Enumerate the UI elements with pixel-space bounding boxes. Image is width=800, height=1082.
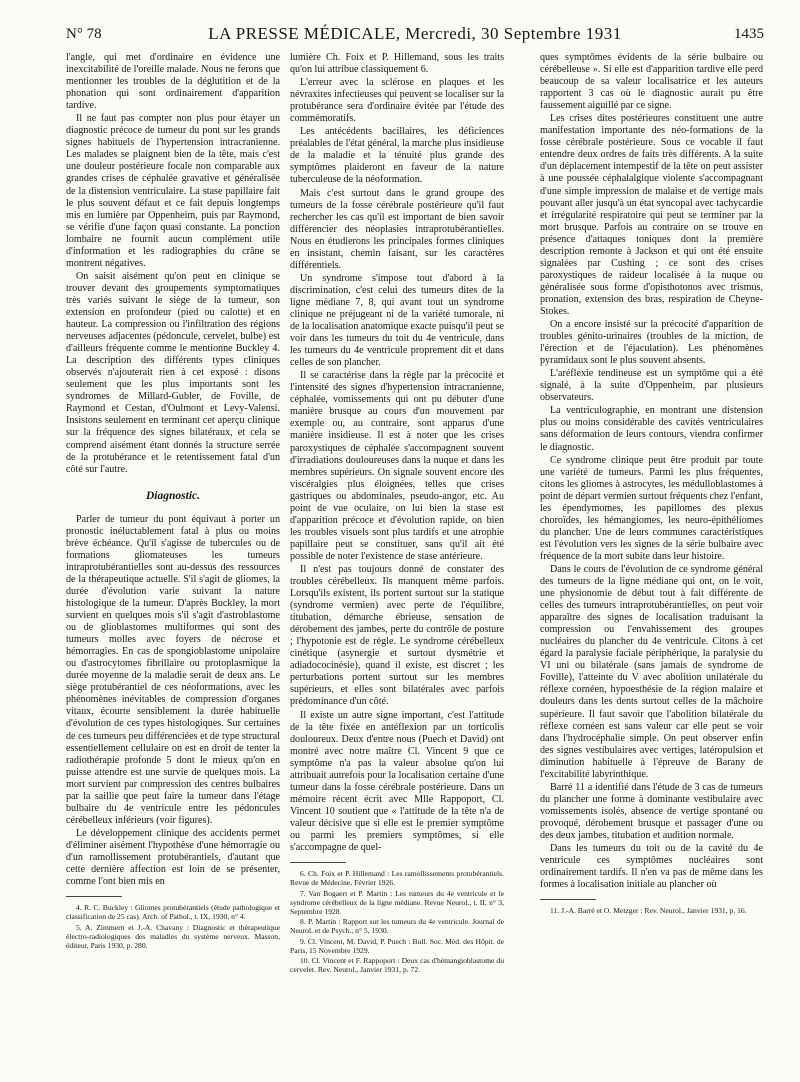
- column-left: [66, 52, 280, 951]
- footnote: 9. Cl. Vincent, M. David, P. Puech : Bull. Soc. Méd. des Hôpit. de Paris, 15 Novembre 1929.: [290, 936, 504, 955]
- paragraph: Parler de tumeur du pont équivaut à porter un pronostic inéluctablement fatal à plus ou moins brève échéance. Qu'il s'agisse de tubercules ou de formations gliomateuses les tumeurs intraprotubérantielles sont au-dessus des ressources de la thérapeutique actuelle. S'il s'agit de gliomes, la durée d'évolution varie suivant la nature histologique de la tumeur. D'après Buckley, la mort survient en quelques mois s'il s'agit d'astroblastome ou de glioblastomes multiformes qui sont des tumeurs molles avec foyers de nécrose et hémorragies. En cas de spongioblastome unipolaire ou d'astrocytomes fibrillaire ou protoplasmique la durée moyenne de la maladie serait de deux ans. Le siège protubérantiel de ces néoformations, avec les phénomènes inévitables de compression d'organes vitaux, écourte sensiblement la durée habituelle d'évolution de ces types histologiques. Sur certaines de ces tumeurs peu différenciées et de type structural essentiellement cellulaire on est en droit de tenter la radiothérapie profonde 5 dont le mieux qu'on en puisse attendre est une survie de quelques mois. La mort survient par compression des centres bulbaires par la saillie que peut faire la tumeur dans l'étage bulbaire du 4e ventricule entre les pédoncules cérébelleux inférieurs (voir figures).: [66, 513, 280, 826]
- paragraph: On a encore insisté sur la précocité d'apparition de troubles génito-urinaires (troubles de la miction, de l'érection et de l'éjaculation). Les phénomènes pyramidaux sont le plus souvent absents.: [540, 319, 763, 367]
- paragraph: Ce syndrome clinique peut être produit par toute une variété de tumeurs. Parmi les plus fréquentes, citons les gliomes à astrocytes, les médulloblastomes à point de départ vermien surtout fréquents chez l'enfant, les épendymomes, les papillomes des plexus choroïdes, les hémangiomes, les neuro-épithéliomes du plancher. Une de leurs communes caractéristiques est l'évolution vers les signes de la série bulbaire avec fréquence de la mort subite dans leur histoire.: [540, 454, 763, 562]
- paragraph: Dans les tumeurs du toit ou de la cavité du 4e ventricule ces symptômes nucléaires sont ordinairement tardifs. Il n'en va pas de même dans les formes à localisation initiale au plancher où: [540, 843, 763, 891]
- paragraph: Il ne faut pas compter non plus pour étayer un diagnostic précoce de tumeur du pont sur les grands signes habituels de l'hypertension intracranienne. Les malades se plaignent bien de la tête, mais c'est une douleur postérieure focale non comparable aux grandes crises de céphalée gravative et généralisée de la distension ventriculaire. La stase papillaire fait le plus souvent défaut et ce fait depuis longtemps mis en lumière par Oppenheim, puis par Raymond, se vérifie d'une façon quasi constante. La ponction lombaire ne fournit aucun complément utile d'information et les radiographies du crâne se montrent négatives.: [66, 113, 280, 269]
- paragraph: Mais c'est surtout dans le grand groupe des tumeurs de la fosse cérébrale postérieure qu'il faut rechercher les cas qu'il est important de bien savoir différencier des néoplasies intraprotubérantielles. Nous en étudierons les principales formes cliniques en insistant, chemin faisant, sur les caractères différentiels.: [290, 187, 504, 271]
- footnote: 4. R. C. Buckley : Gliomes protubérantiels (étude pathologique et classification de 25 cas). Arch. of Pathol., t. IX, 1930, n° 4.: [66, 903, 280, 922]
- footnote: 11. J.-A. Barré et O. Metzger : Rev. Neurol., Janvier 1931, p. 16.: [550, 906, 747, 916]
- paragraph: Il n'est pas toujours donné de constater des troubles cérébelleux. Ils manquent même parfois. Lorsqu'ils existent, ils portent surtout sur la statique (syndrome vermien) avec perte de l'équilibre, titubation, démarche ébrieuse, sensation de dérobement des jambes, perte du contrôle de posture ; l'hypotonie est de règle. Le syndrome cérébelleux cinétique (asynergie et surtout dysmétrie et adiadococinésie), quand il existe, est discret ; les perturbations portent surtout sur les membres supérieurs, et elles sont bilatérales avec parfois prédominance d'un côté.: [290, 563, 504, 708]
- column-right: [540, 52, 763, 916]
- journal-title: LA PRESSE MÉDICALE, Mercredi, 30 Septembre 1931: [208, 24, 622, 43]
- page-number: 1435: [734, 26, 764, 42]
- paragraph: lumière Ch. Foix et P. Hillemand, sous les traits qu'on lui attribue classiquement 6.: [290, 52, 504, 76]
- paragraph: Dans le cours de l'évolution de ce syndrome général des tumeurs de la ligne médiane qui ont, on le voit, une physionomie de début tout à fait différente de celles des tumeurs intraprotubérantielles, on peut voir apparaître des signes de localisation traduisant la compression ou l'envahissement des groupes nucléaires du plancher du 4e ventricule. Citons à cet égard la paralysie faciale périphérique, la paralysie du VI uni ou bilatérale (sans jamais de syndrome de Foville), l'atteinte du V avec abolition unilatérale du réflexe cornéen, hypoesthésie de la région malaire et douleurs dans les dents surtout celles de la mâchoire supérieure. Il faut savoir que l'abolition bilatérale du réflexe cornéen est sans valeur car elle peut se voir dans l'hydrocéphalie simple. On peut observer enfin des signes vestibulaires avec vertiges, latéropulsion et diminution habituelle à l'épreuve de Barany de l'excitabilité labyrinthique.: [540, 563, 763, 780]
- column-middle: [290, 52, 504, 975]
- paragraph: On saisit aisément qu'on peut en clinique se trouver devant des groupements symptomatiques très variés suivant le siège de la tumeur, son extension en profondeur (pied ou calotte) et en hauteur. La compression ou l'infiltration des régions nerveuses adjacentes (pédoncule, cervelet, bulbe) est d'ailleurs fréquente comme le mentionne Buckley 4. La description des différents types cliniques observés n'ajouterait rien à cet exposé : disons seulement que les plus importants sont les syndromes de Millard-Gubler, de Foville, de Raymond et Cestan, d'Oulmont et Levy-Valensi. Insistons seulement en terminant cet aperçu clinique sur la fréquence des signes bilatéraux, et cela se comprend aisément étant donnés la structure serrée de la protubérance et le retentissement fatal d'un côté sur l'autre.: [66, 270, 280, 475]
- paragraph: Les antécédents bacillaires, les déficiences préalables de l'état général, la marche plus insidieuse de la maladie et la ténuité plus grande des symptômes plaideront en faveur de la nature tuberculeuse de la néoformation.: [290, 126, 504, 186]
- footnote-divider: [540, 899, 596, 900]
- paragraph: ques symptômes évidents de la série bulbaire ou cérébelleuse ». Si elle est d'apparition tardive elle perd beaucoup de sa valeur localisatrice et les auteurs rapportent 3 cas où le diagnostic aurait pu être faussement aiguillé par ce signe.: [540, 52, 763, 112]
- footnote: 5. A. Zimmern et J.-A. Chavany : Diagnostic et thérapeutique électro-radiologiques des maladies du système nerveux. Masson, éditeur, Paris 1930, p. 280.: [66, 922, 280, 950]
- paragraph: Il existe un autre signe important, c'est l'attitude de la tête fixée en antéflexion par un torticolis douloureux. Deux d'entre nous (Puech et David) ont montré avec notre maître Cl. Vincent 9 que ce symptôme n'a pas la valeur absolue qu'on lui attribuait autrefois pour la localisation certaine d'une tumeur dans la fosse cérébrale postérieure. Dans un mémoire récent écrit avec Mlle Rappoport, Cl. Vincent 10 soutient que « l'attitude de la tête n'a de valeur décisive que si elle est le premier symptôme ou parmi les premiers symptômes, si elle s'accompagne de quel-: [290, 709, 504, 854]
- paragraph: La ventriculographie, en montrant une distension plus ou moins considérable des cavités ventriculaires sans déformation de leurs contours, viendra confirmer le diagnostic.: [540, 405, 763, 453]
- paragraph: L'erreur avec la sclérose en plaques et les névraxites infectieuses qui peuvent se localiser sur la protubérance sera d'ordinaire évitée par l'étude des commémoratifs.: [290, 77, 504, 125]
- footnote: 10. Cl. Vincent et F. Rappoport : Deux cas d'hémangioblastome du cervelet. Rev. Neurol., Janvier 1931, p. 72.: [290, 955, 504, 975]
- footnote: 6. Ch. Foix et P. Hillemand : Les ramollissements protubérantiels. Revue de Médecine, Février 1926.: [290, 869, 504, 888]
- paragraph: L'aréflexie tendineuse est un symptôme qui a été signalé, à la suite d'Oppenheim, par plusieurs observateurs.: [540, 368, 763, 404]
- footnote: 7. Van Bogaert et P. Martin : Les tumeurs du 4e ventricule et le syndrome cérébelleux de la ligne médiane. Revue Neurol., t. II, n° 3, Septembre 1928.: [290, 888, 504, 916]
- footnote: 8. P. Martin : Rapport sur les tumeurs du 4e ventricule. Journal de Neurol. et de Psych., n° 5, 1930.: [290, 917, 504, 936]
- paragraph: Le développement clinique des accidents permet d'éliminer aisément l'hypothèse d'une hémorragie ou d'un ramollissement protubérantiels, d'autant que cette dernière affection est loin de se présenter, comme l'ont bien mis en: [66, 827, 280, 888]
- page-header: [66, 24, 764, 50]
- footnote-divider: [66, 896, 122, 897]
- footnote-divider: [290, 862, 346, 863]
- paragraph: Barré 11 a identifié dans l'étude de 3 cas de tumeurs du plancher une forme à dominante vestibulaire avec vomissements isolés, absence de vertige spontané ou provoqué, dérobement brusque et passager d'une ou des deux jambes, titubation et audition normale.: [540, 781, 763, 841]
- section-heading: Diagnostic.: [146, 489, 200, 502]
- paragraph: Les crises dites postérieures constituent une autre manifestation importante des néo-formations de la fosse cérébrale postérieure. Sous ce vocable il faut entendre deux ordres de faits très différents. A la suite d'un déplacement intempestif de la tête on peut assister à une poussée céphalalgique violente s'accompagnant d'une simple impression de malaise et de vertige mais pouvant aller jusqu'à un état syncopal avec tachycardie et irrégularité respiratoire qui peut se terminer par la mort brusque. Parfois au contraire on se trouve en présence d'attaques toniques dont la première description remonte à Jackson et qui ont été ensuite signalées par Cushing ; ce sont des crises paroxystiques de raideur localisée à la nuque ou généralisée sous forme d'opisthotonos avec trismus, pronation, extension des bras, respiration de Cheyne-Stokes.: [540, 113, 763, 317]
- paragraph: Un syndrome s'impose tout d'abord à la discrimination, c'est celui des tumeurs dites de la ligne médiane 7, 8, qui avant tout un syndrome clinique ne préjugeant ni de la variété tumorale, ni de la localisation anatomique exacte puisqu'il peut se voir dans les tumeurs du toit du 4e ventricule, dans les tumeurs du 4e ventricule proprement dit et dans celles de son plancher.: [290, 272, 504, 369]
- paragraph: l'angle, qui met d'ordinaire en évidence une inexcitabilité de l'oreille malade. Nous ne ferons que mentionner les troubles de la déglutition et de la phonation qui sont ordinairement d'apparition tardive.: [66, 52, 280, 112]
- paragraph: Il se caractérise dans la règle par la précocité et l'intensité des signes d'hypertension intracranienne, céphalée, vomissements qui ont pu débuter d'une manière brusque au cours d'un mouvement par exemple ou, au contraire, sont apparus d'une manière insidieuse. Il est à noter que les crises paroxystiques de céphalée s'accompagnent souvent d'irradiations douloureuses dans la nuque et dans les membres supérieurs. On signale souvent encore des viscéralgies plus éloignées, telles que crises gastriques ou abdominales, pseudo-angor, etc. Au point de vue oculaire, on lui bien la stase est d'apparition précoce et d'évolution rapide, on bien les troubles visuels sont plus tardifs et une atrophie papillaire peut se constituer, sans qu'il ait été possible de noter l'existence de stase antérieure.: [290, 370, 504, 562]
- issue-number: N° 78: [66, 26, 102, 42]
